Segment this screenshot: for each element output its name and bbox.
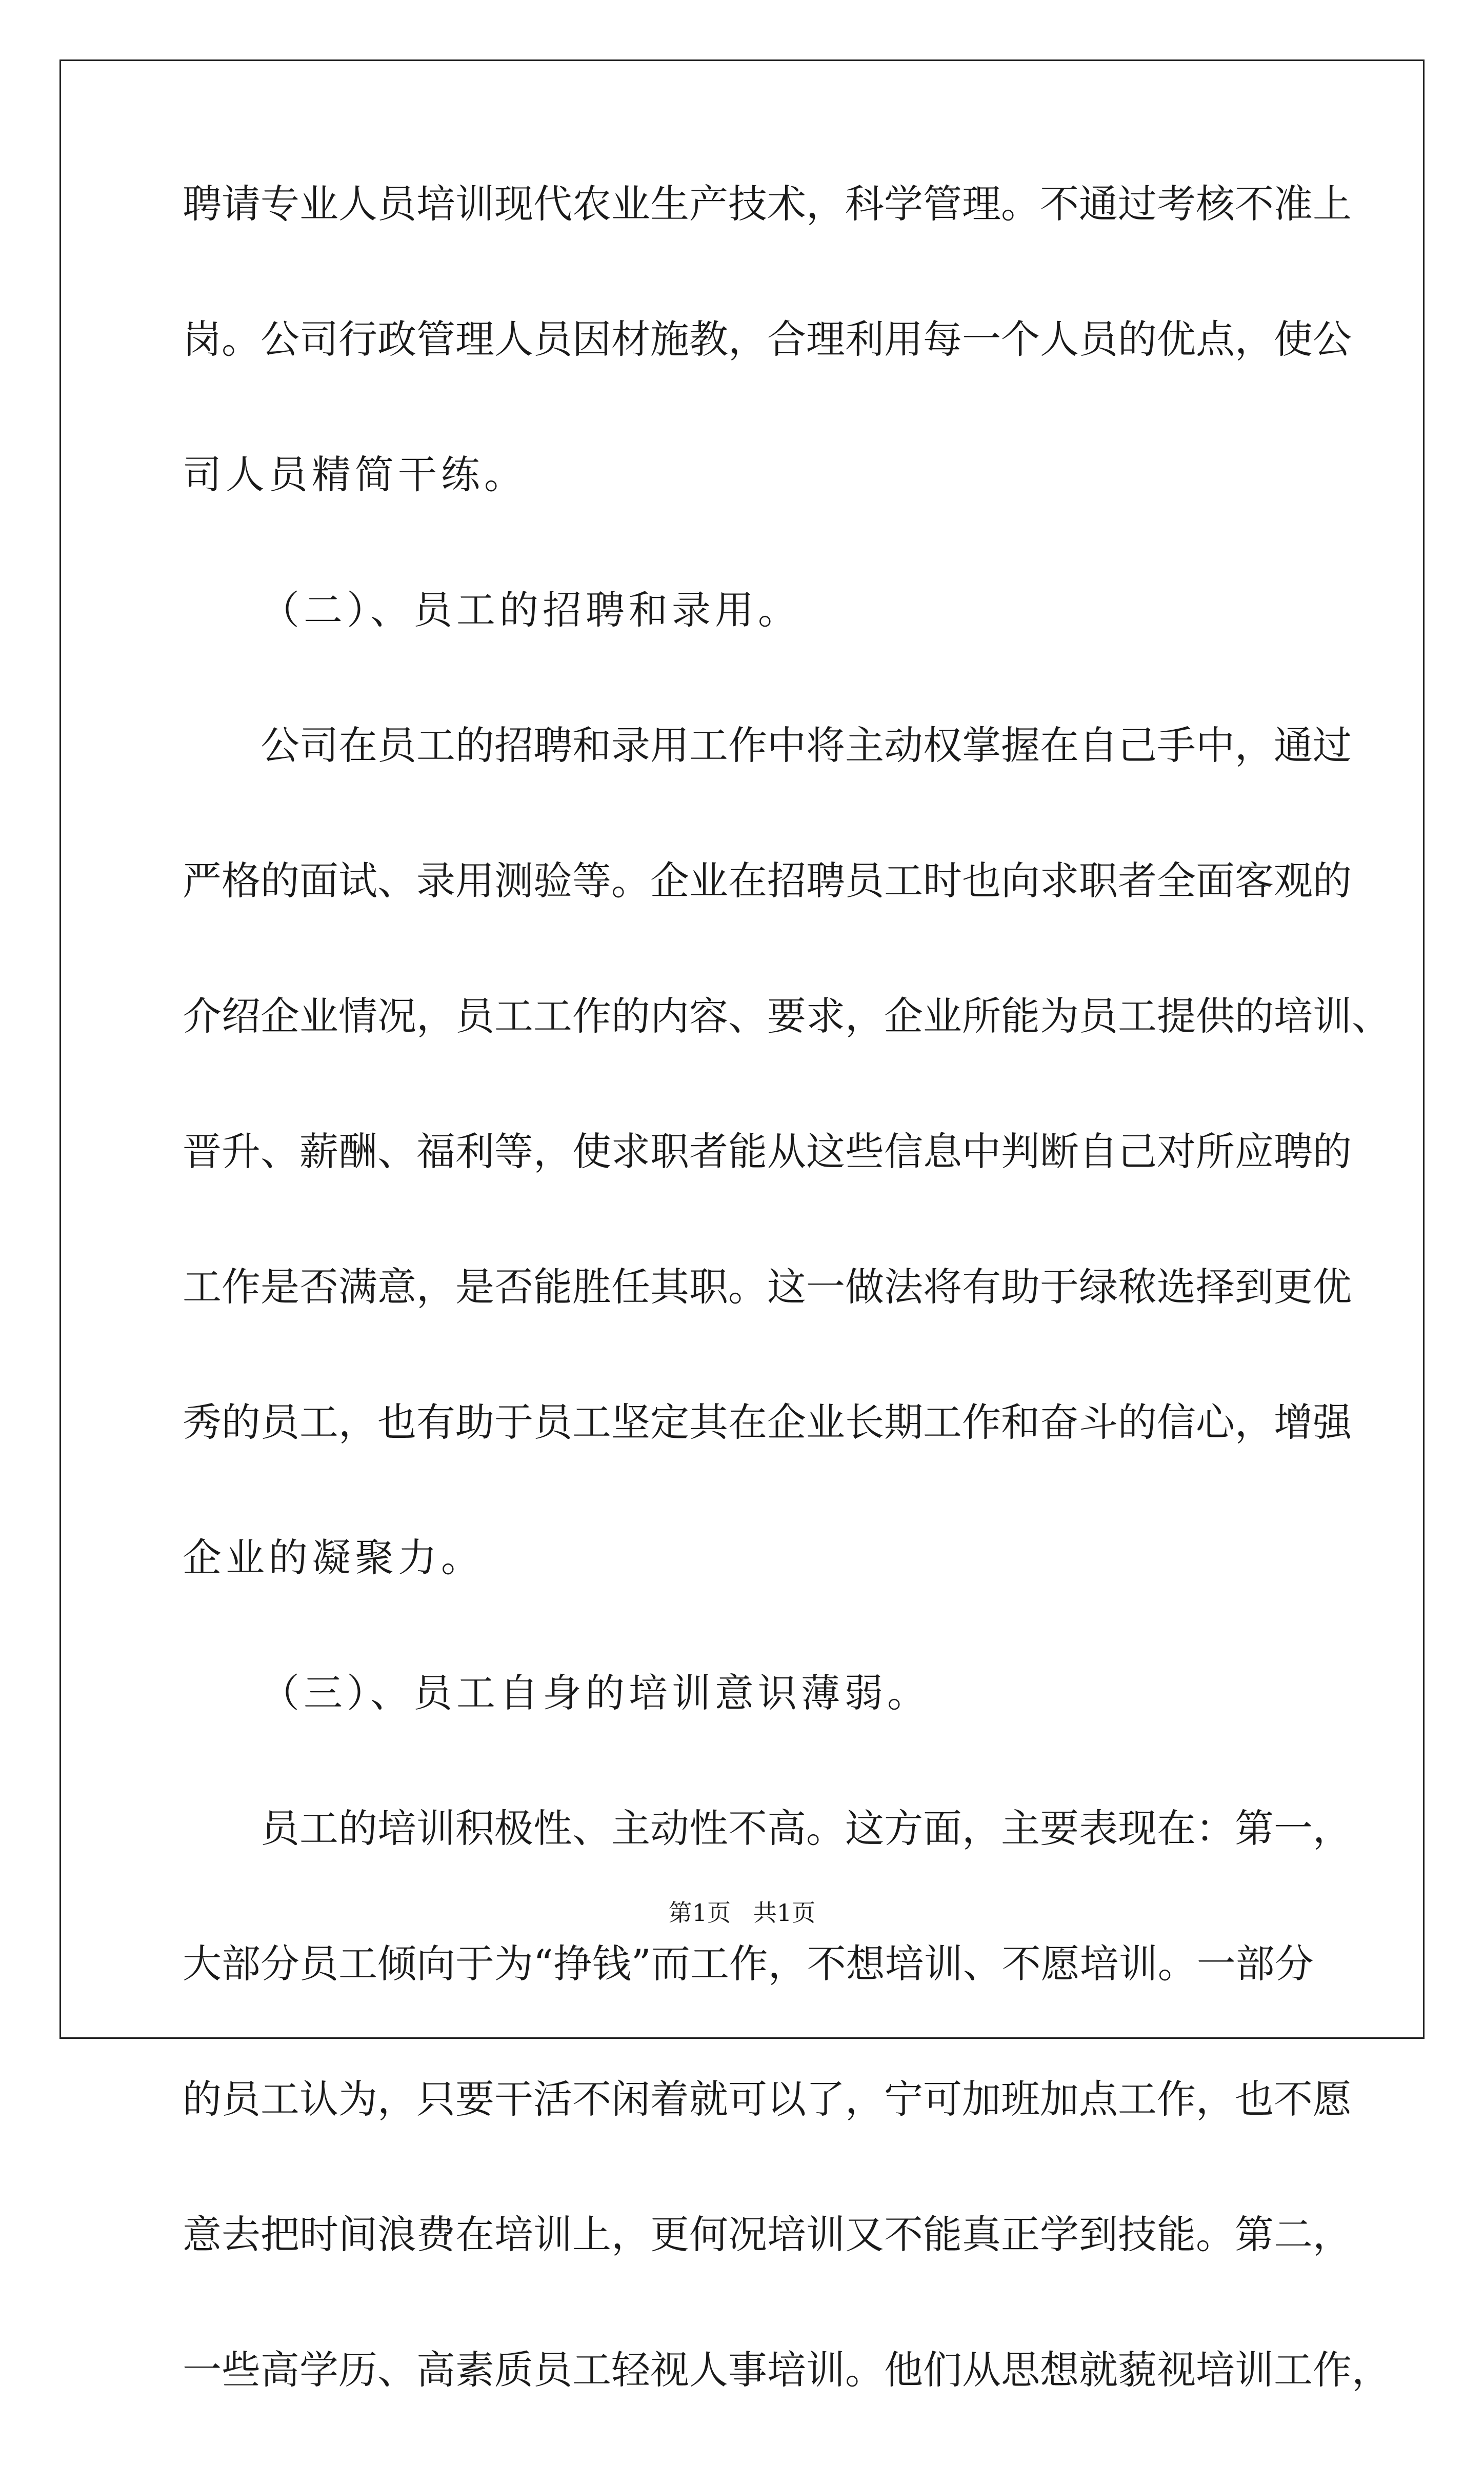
text-line: 公司在员工的招聘和录用工作中将主动权掌握在自己手中，通过 bbox=[260, 723, 1352, 768]
text-line: 工作是否满意，是否能胜任其职。这一做法将有助于绿秾选择到更优 bbox=[183, 1264, 1352, 1310]
document-body bbox=[183, 181, 1391, 2486]
text-line: 企业的凝聚力。 bbox=[183, 1535, 484, 1580]
page-footer: 第1页 共1页 bbox=[668, 1899, 816, 1927]
text-line: 严格的面试、录用测验等。企业在招聘员工时也向求职者全面客观的 bbox=[183, 858, 1352, 904]
text-line: 岗。公司行政管理人员因材施教，合理利用每一个人员的优点，使公 bbox=[183, 316, 1352, 362]
text-line: 员工的培训积极性、主动性不高。这方面，主要表现在：第一， bbox=[260, 1806, 1352, 1851]
text-line: 司人员精简干练。 bbox=[183, 452, 527, 497]
text-line: 的员工认为，只要干活不闲着就可以了，宁可加班加点工作，也不愿 bbox=[183, 2076, 1352, 2122]
text-line: 聘请专业人员培训现代农业生产技术，科学管理。不通过考核不准上 bbox=[183, 181, 1352, 227]
text-line: 大部分员工倾向于为“挣钱”而工作，不想培训、不愿培训。一部分 bbox=[183, 1941, 1314, 1987]
text-line: 意去把时间浪费在培训上，更何况培训又不能真正学到技能。第二， bbox=[183, 2212, 1352, 2257]
text-line: 一些高学历、高素质员工轻视人事培训。他们从思想就藐视培训工作， bbox=[183, 2347, 1391, 2393]
text-line: 晋升、薪酬、福利等，使求职者能从这些信息中判断自己对所应聘的 bbox=[183, 1129, 1352, 1174]
text-line: 介绍企业情况，员工工作的内容、要求，企业所能为员工提供的培训、 bbox=[183, 993, 1391, 1039]
text-line: 秀的员工，也有助于员工坚定其在企业长期工作和奋斗的信心，增强 bbox=[183, 1399, 1352, 1445]
section-heading: （三）、员工自身的培训意识薄弱。 bbox=[260, 1670, 930, 1716]
section-heading: （二）、员工的招聘和录用。 bbox=[260, 587, 801, 633]
